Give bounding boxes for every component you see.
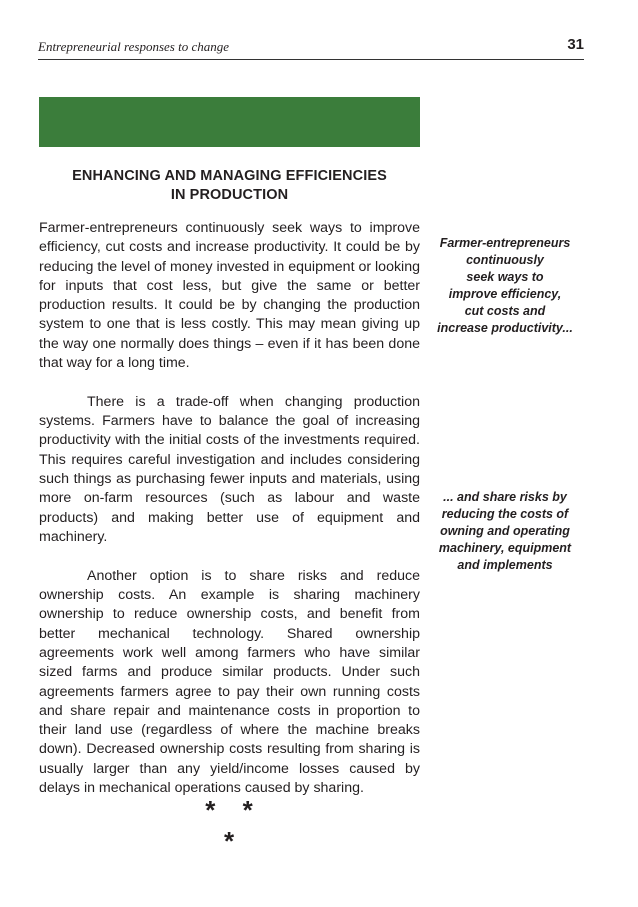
pull-quote-efficiency (425, 235, 585, 337)
section-heading-line-2: IN PRODUCTION (170, 187, 289, 203)
pull-quote-line: seek ways to (466, 270, 544, 284)
pull-quote-line: reducing the costs of (441, 507, 569, 521)
paragraph-1: Farmer-entrepreneurs continuously seek ways to improve efficiency, cut costs and increase productivity. It could be by reducing the level of money invested in equipment or looking for inputs that cost less, but give the same or better production results. It could be by changing the production system to one that is less costly. This may mean giving up the way one normally does things – even if it has been done that way for a long time. (39, 220, 420, 372)
page-number: 31 (567, 36, 584, 53)
pull-quote-share-risks (425, 489, 585, 574)
section-banner (39, 97, 420, 147)
body-text (39, 219, 420, 818)
pull-quote-line: improve efficiency, (448, 287, 562, 301)
section-heading (39, 167, 420, 205)
pull-quote-line: owning and operating (440, 524, 570, 538)
pull-quote-line: increase productivity... (437, 321, 573, 335)
header-divider (38, 59, 584, 60)
pull-quote-line: machinery, equipment (438, 541, 572, 555)
running-header-title: Entrepreneurial responses to change (38, 39, 229, 54)
paragraph-3: Another option is to share risks and reduce ownership costs. An example is sharing machinery ownership to reduce ownership costs, and benefit from better mechanical technology. Shared ownership agreements work well among farmers who have similar sized farms and produce similar products. Under such agreements farmers agree to pay their own running costs and share repair and maintenance costs in proportion to their land use (regardless of where the machine breaks down). Decreased ownership costs resulting from sharing is usually larger than any yield/income losses caused by delays in mechanical operations caused by sharing. (39, 567, 420, 797)
pull-quote-line: Farmer-entrepreneurs (439, 236, 571, 250)
pull-quote-line: and implements (457, 558, 553, 572)
pull-quote-line: continuously (466, 253, 544, 267)
pull-quote-line: ... and share risks by (443, 490, 567, 504)
pull-quote-line: cut costs and (464, 304, 546, 318)
section-heading-line-1: ENHANCING AND MANAGING EFFICIENCIES (72, 168, 387, 184)
paragraph-2: There is a trade-off when changing production systems. Farmers have to balance the goal of increasing productivity with the initial costs of the investments required. This requires careful investigation and includes considering such things as purchasing fewer inputs and materials, using more on-farm resources (such as labour and waste products) and making better use of equipment and machinery. (39, 393, 420, 545)
section-end-separator: * * * (205, 795, 263, 856)
